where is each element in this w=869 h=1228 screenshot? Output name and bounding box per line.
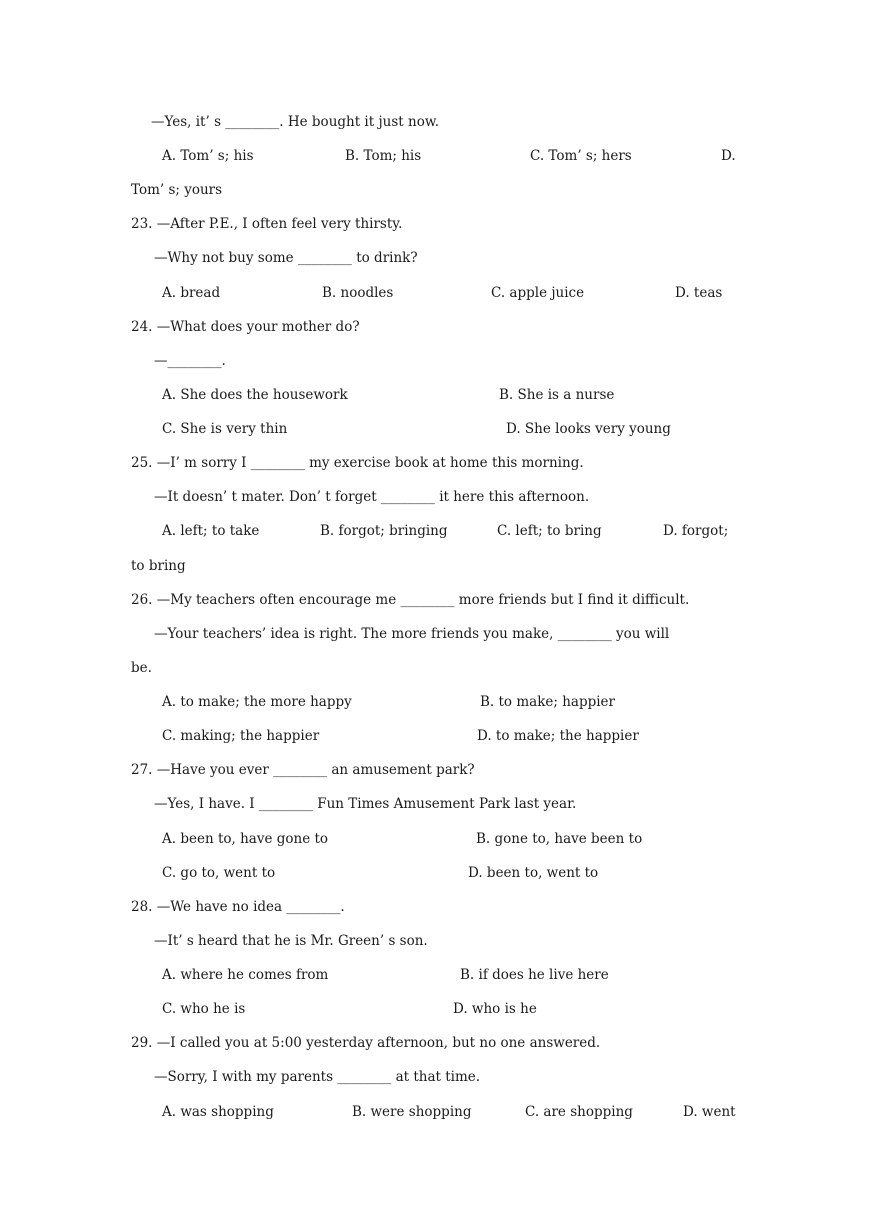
q22-answer-line: —Yes, it’ s ________. He bought it just now. [151, 114, 440, 130]
q29-option-a: A. was shopping [162, 1104, 274, 1120]
q28-answer-line: —It’ s heard that he is Mr. Green’ s son. [154, 933, 428, 949]
q23-option-d: D. teas [675, 285, 723, 301]
q22-option-d-label: D. [721, 148, 736, 164]
q24-option-c: C. She is very thin [162, 421, 288, 437]
q25-option-d-text: to bring [131, 558, 186, 574]
q22-option-d-text: Tom’ s; yours [131, 182, 223, 198]
q29-option-c: C. are shopping [525, 1104, 633, 1120]
q27-option-d: D. been to, went to [468, 865, 599, 881]
q28-option-a: A. where he comes from [162, 967, 329, 983]
q28-option-d: D. who is he [453, 1001, 537, 1017]
q27-option-c: C. go to, went to [162, 865, 276, 881]
q22-option-c: C. Tom’ s; hers [530, 148, 632, 164]
q29-question: 29. —I called you at 5:00 yesterday afternoon, but no one answered. [131, 1035, 601, 1051]
q24-answer-line: —________. [154, 353, 226, 369]
q27-question: 27. —Have you ever ________ an amusement park? [131, 762, 475, 778]
q22-option-a: A. Tom’ s; his [162, 148, 254, 164]
q26-answer-line: —Your teachers’ idea is right. The more friends you make, ________ you will [154, 626, 670, 642]
q23-answer-line: —Why not buy some ________ to drink? [154, 250, 418, 266]
q23-option-a: A. bread [162, 285, 221, 301]
q25-option-b: B. forgot; bringing [320, 523, 448, 539]
q23-question: 23. —After P.E., I often feel very thirsty. [131, 216, 403, 232]
q28-option-b: B. if does he live here [460, 967, 609, 983]
q26-option-d: D. to make; the happier [477, 728, 639, 744]
q28-option-c: C. who he is [162, 1001, 246, 1017]
q23-option-b: B. noodles [322, 285, 394, 301]
q25-option-d-label: D. forgot; [663, 523, 729, 539]
q29-option-d: D. went [683, 1104, 736, 1120]
q26-question: 26. —My teachers often encourage me ________ more friends but I find it difficult. [131, 592, 690, 608]
q25-option-a: A. left; to take [162, 523, 260, 539]
q26-option-a: A. to make; the more happy [162, 694, 352, 710]
q26-option-c: C. making; the happier [162, 728, 320, 744]
q25-answer-line: —It doesn’ t mater. Don’ t forget ________ it here this afternoon. [154, 489, 590, 505]
q24-option-b: B. She is a nurse [499, 387, 615, 403]
q27-answer-line: —Yes, I have. I ________ Fun Times Amusement Park last year. [154, 796, 577, 812]
q26-answer-line-cont: be. [131, 660, 152, 676]
q23-option-c: C. apple juice [491, 285, 585, 301]
q29-answer-line: —Sorry, I with my parents ________ at that time. [154, 1069, 481, 1085]
q22-option-b: B. Tom; his [345, 148, 422, 164]
q24-option-d: D. She looks very young [506, 421, 671, 437]
q24-question: 24. —What does your mother do? [131, 319, 360, 335]
q25-question: 25. —I’ m sorry I ________ my exercise book at home this morning. [131, 455, 584, 471]
q25-option-c: C. left; to bring [497, 523, 602, 539]
q27-option-a: A. been to, have gone to [162, 831, 329, 847]
q24-option-a: A. She does the housework [162, 387, 348, 403]
q28-question: 28. —We have no idea ________. [131, 899, 345, 915]
q29-option-b: B. were shopping [352, 1104, 472, 1120]
q27-option-b: B. gone to, have been to [476, 831, 643, 847]
q26-option-b: B. to make; happier [480, 694, 615, 710]
